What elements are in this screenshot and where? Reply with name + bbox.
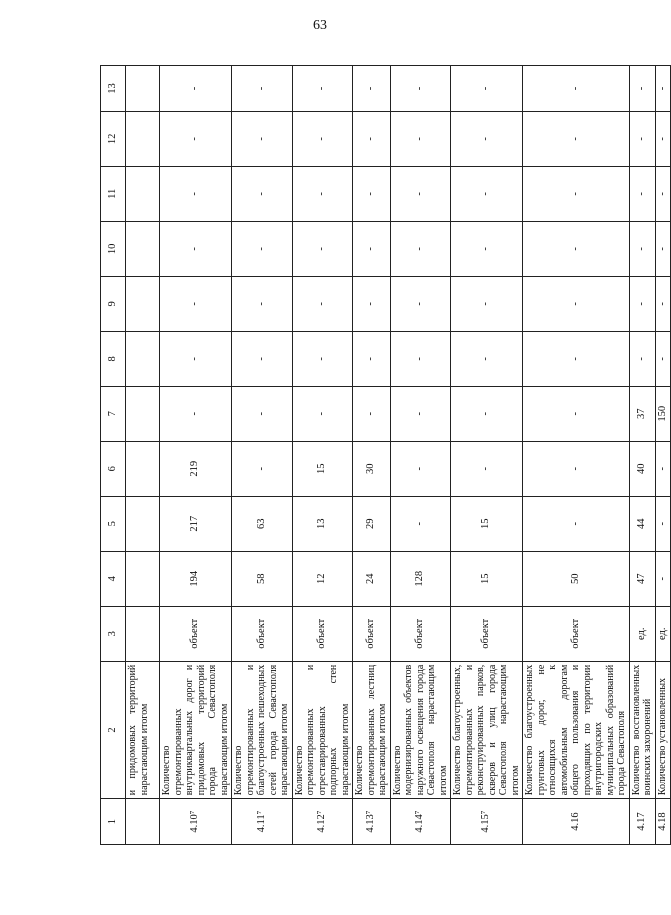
value-cell: 15	[292, 441, 353, 496]
value-cell: -	[655, 66, 670, 112]
unit-cell: объект	[232, 606, 293, 661]
value-cell: 15	[451, 551, 523, 606]
value-cell: -	[451, 386, 523, 441]
value-cell	[126, 276, 160, 331]
value-cell: -	[232, 111, 293, 166]
column-number-row	[101, 66, 126, 845]
table-row	[390, 66, 451, 845]
unit-cell	[126, 606, 160, 661]
table-row	[523, 66, 630, 845]
table-row	[232, 66, 293, 845]
value-cell: -	[655, 221, 670, 276]
value-cell: -	[390, 111, 451, 166]
value-cell: -	[523, 166, 630, 221]
value-cell: -	[523, 331, 630, 386]
value-cell: -	[655, 496, 670, 551]
value-cell: -	[451, 111, 523, 166]
value-cell: -	[655, 276, 670, 331]
value-cell	[126, 386, 160, 441]
column-header: 13	[101, 66, 126, 112]
value-cell: -	[390, 66, 451, 112]
column-header: 9	[101, 276, 126, 331]
value-cell: -	[523, 276, 630, 331]
value-cell: -	[523, 441, 630, 496]
value-cell: 30	[353, 441, 391, 496]
value-cell: -	[523, 221, 630, 276]
row-number-cell: 4.11⁷	[232, 799, 293, 845]
indicator-name-cell: Количество отремонтированных внутриквартальных дорог и придомовых территорий города Севастополя нарастающим итогом	[160, 661, 232, 798]
column-header: 10	[101, 221, 126, 276]
value-cell	[126, 551, 160, 606]
value-cell: 58	[232, 551, 293, 606]
value-cell: -	[292, 221, 353, 276]
value-cell: -	[353, 111, 391, 166]
value-cell: -	[629, 166, 655, 221]
value-cell: -	[160, 276, 232, 331]
table-row	[451, 66, 523, 845]
value-cell: -	[523, 111, 630, 166]
table-row	[655, 66, 670, 845]
indicator-name-cell: Количество установленных	[655, 661, 670, 798]
value-cell: -	[629, 276, 655, 331]
value-cell: 40	[629, 441, 655, 496]
value-cell: 24	[353, 551, 391, 606]
column-header: 11	[101, 166, 126, 221]
value-cell: 29	[353, 496, 391, 551]
column-header: 3	[101, 606, 126, 661]
value-cell: -	[160, 166, 232, 221]
value-cell: -	[629, 66, 655, 112]
value-cell: -	[353, 331, 391, 386]
value-cell: -	[160, 331, 232, 386]
value-cell: -	[232, 276, 293, 331]
indicator-name-cell: Количество восстановленных воинских захоронений	[629, 661, 655, 798]
value-cell: -	[655, 166, 670, 221]
value-cell: 15	[451, 496, 523, 551]
value-cell: -	[629, 221, 655, 276]
value-cell: 128	[390, 551, 451, 606]
value-cell: 44	[629, 496, 655, 551]
value-cell: -	[353, 166, 391, 221]
table-row	[292, 66, 353, 845]
unit-cell: объект	[353, 606, 391, 661]
column-header: 4	[101, 551, 126, 606]
table-row	[629, 66, 655, 845]
value-cell: -	[523, 386, 630, 441]
value-cell: -	[629, 111, 655, 166]
value-cell: -	[232, 386, 293, 441]
unit-cell: объект	[523, 606, 630, 661]
value-cell: 63	[232, 496, 293, 551]
row-number-cell: 4.16	[523, 799, 630, 845]
row-number-cell: 4.17	[629, 799, 655, 845]
value-cell: 50	[523, 551, 630, 606]
value-cell: -	[451, 276, 523, 331]
value-cell: -	[353, 276, 391, 331]
indicator-name-cell: и придомовых территорий нарастающим итогом	[126, 661, 160, 798]
unit-cell: ед.	[629, 606, 655, 661]
value-cell: -	[523, 66, 630, 112]
value-cell: 150	[655, 386, 670, 441]
value-cell: -	[292, 276, 353, 331]
value-cell	[126, 496, 160, 551]
value-cell: -	[390, 441, 451, 496]
value-cell: -	[451, 66, 523, 112]
column-header: 12	[101, 111, 126, 166]
indicator-name-cell: Количество отремонтированных лестниц нарастающим итогом	[353, 661, 391, 798]
value-cell: -	[232, 441, 293, 496]
indicator-name-cell: Количество отремонтированных и благоустроенных пешеходных сетей города Севастополя нарастающим итогом	[232, 661, 293, 798]
row-number-cell: 4.12⁷	[292, 799, 353, 845]
unit-cell: ед.	[655, 606, 670, 661]
value-cell: -	[353, 221, 391, 276]
value-cell: -	[353, 386, 391, 441]
value-cell	[126, 66, 160, 112]
column-header: 6	[101, 441, 126, 496]
value-cell: -	[390, 276, 451, 331]
table-container	[100, 65, 668, 845]
rotated-table	[100, 65, 668, 845]
value-cell: -	[390, 166, 451, 221]
indicator-name-cell: Количество отремонтированных и отреставрированных подпорных стен нарастающим итогом	[292, 661, 353, 798]
column-header: 8	[101, 331, 126, 386]
value-cell: -	[655, 111, 670, 166]
table-row	[126, 66, 160, 845]
page-number: 63	[313, 18, 327, 33]
value-cell: -	[390, 386, 451, 441]
value-cell: 217	[160, 496, 232, 551]
indicator-name-cell: Количество благоустроенных грунтовых дорог, не относящихся к автомобильным дорогам общего пользования и проходящих по территории внутригородских муниципальных образований города Севастополя	[523, 661, 630, 798]
column-header: 2	[101, 661, 126, 798]
value-cell: 37	[629, 386, 655, 441]
value-cell: -	[523, 496, 630, 551]
indicators-table	[100, 65, 671, 845]
value-cell	[126, 111, 160, 166]
value-cell: -	[292, 166, 353, 221]
unit-cell: объект	[451, 606, 523, 661]
value-cell: 219	[160, 441, 232, 496]
table-row	[160, 66, 232, 845]
row-number-cell: 4.18	[655, 799, 670, 845]
table-body	[126, 66, 671, 845]
row-number-cell: 4.14⁷	[390, 799, 451, 845]
value-cell: -	[655, 331, 670, 386]
row-number-cell: 4.10⁷	[160, 799, 232, 845]
value-cell: -	[390, 221, 451, 276]
value-cell: 194	[160, 551, 232, 606]
value-cell	[126, 221, 160, 276]
value-cell: -	[390, 331, 451, 386]
column-header: 7	[101, 386, 126, 441]
unit-cell: объект	[390, 606, 451, 661]
value-cell: -	[451, 331, 523, 386]
column-header: 5	[101, 496, 126, 551]
value-cell: -	[232, 166, 293, 221]
value-cell: -	[160, 111, 232, 166]
value-cell: -	[451, 166, 523, 221]
table-row	[353, 66, 391, 845]
value-cell: -	[160, 221, 232, 276]
value-cell	[126, 331, 160, 386]
value-cell: -	[160, 66, 232, 112]
value-cell: -	[655, 551, 670, 606]
row-number-cell: 4.13⁷	[353, 799, 391, 845]
value-cell: -	[451, 221, 523, 276]
value-cell: -	[451, 441, 523, 496]
value-cell: -	[292, 386, 353, 441]
value-cell: -	[390, 496, 451, 551]
value-cell: -	[655, 441, 670, 496]
value-cell	[126, 166, 160, 221]
value-cell: 47	[629, 551, 655, 606]
value-cell: -	[160, 386, 232, 441]
row-number-cell	[126, 799, 160, 845]
value-cell: -	[232, 66, 293, 112]
value-cell: -	[629, 331, 655, 386]
value-cell: -	[232, 331, 293, 386]
row-number-cell: 4.15⁷	[451, 799, 523, 845]
column-header: 1	[101, 799, 126, 845]
value-cell: -	[292, 111, 353, 166]
value-cell: -	[232, 221, 293, 276]
indicator-name-cell: Количество благоустроенных, отремонтированных и реконструированных парков, скверов и улиц города Севастополя нарастающим итогом	[451, 661, 523, 798]
value-cell: 13	[292, 496, 353, 551]
value-cell: 12	[292, 551, 353, 606]
value-cell: -	[292, 331, 353, 386]
value-cell	[126, 441, 160, 496]
value-cell: -	[353, 66, 391, 112]
value-cell: -	[292, 66, 353, 112]
indicator-name-cell: Количество модернизированных объектов наружного освещения города Севастополя нарастающим итогом	[390, 661, 451, 798]
unit-cell: объект	[160, 606, 232, 661]
unit-cell: объект	[292, 606, 353, 661]
